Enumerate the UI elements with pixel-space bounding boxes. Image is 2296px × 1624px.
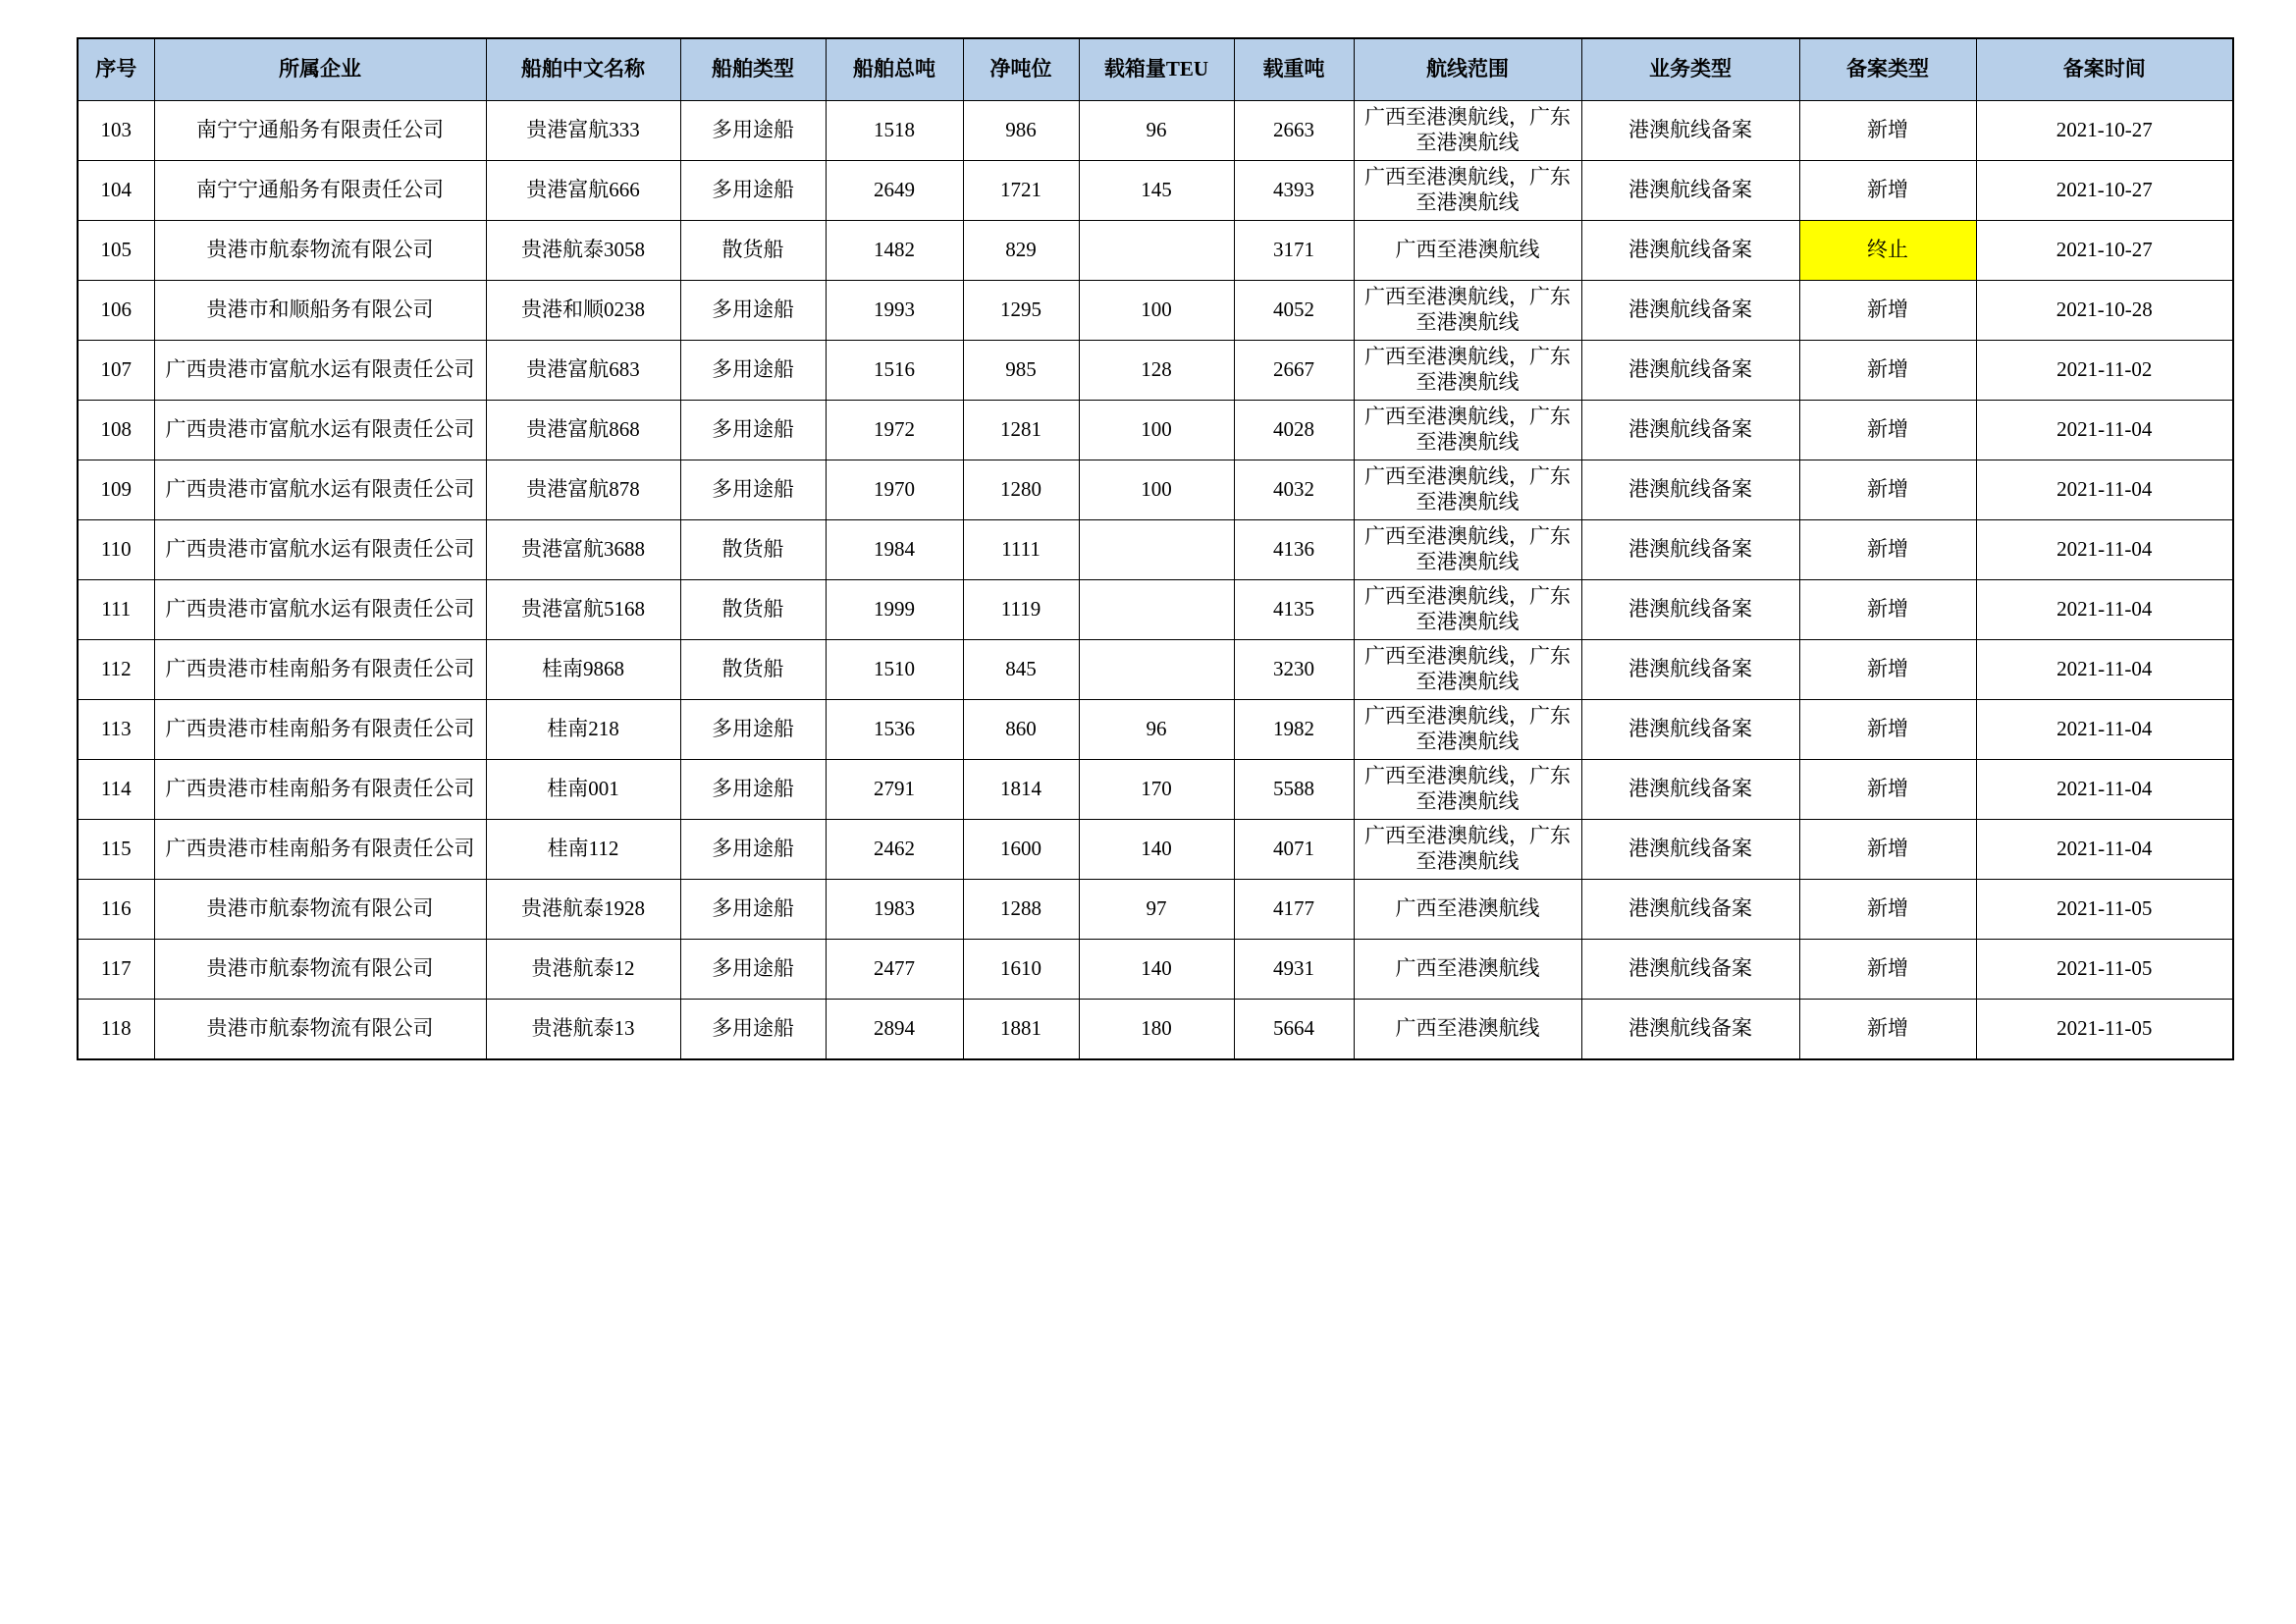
table-row — [78, 161, 2233, 221]
cell-net-tonnage: 1600 — [963, 820, 1079, 880]
cell-teu: 96 — [1079, 700, 1234, 760]
cell-gross-tonnage: 1970 — [826, 460, 963, 520]
cell-deadweight: 4177 — [1234, 880, 1354, 940]
cell-net-tonnage: 1111 — [963, 520, 1079, 580]
cell-business-type: 港澳航线备案 — [1581, 700, 1799, 760]
cell-seq: 107 — [78, 341, 154, 401]
cell-deadweight: 5588 — [1234, 760, 1354, 820]
cell-route: 广西至港澳航线，广东至港澳航线 — [1354, 341, 1581, 401]
cell-business-type: 港澳航线备案 — [1581, 1000, 1799, 1060]
cell-ship-name: 贵港航泰13 — [486, 1000, 680, 1060]
cell-company: 贵港市航泰物流有限公司 — [154, 1000, 486, 1060]
cell-deadweight: 5664 — [1234, 1000, 1354, 1060]
cell-seq: 106 — [78, 281, 154, 341]
cell-deadweight: 4052 — [1234, 281, 1354, 341]
cell-business-type: 港澳航线备案 — [1581, 221, 1799, 281]
cell-record-type: 新增 — [1799, 700, 1976, 760]
header-row — [78, 38, 2233, 101]
cell-ship-type: 多用途船 — [680, 281, 826, 341]
cell-ship-type: 多用途船 — [680, 700, 826, 760]
cell-teu — [1079, 520, 1234, 580]
cell-record-date: 2021-11-05 — [1976, 1000, 2233, 1060]
table-row — [78, 401, 2233, 460]
cell-gross-tonnage: 1984 — [826, 520, 963, 580]
cell-ship-name: 贵港航泰3058 — [486, 221, 680, 281]
table-row — [78, 221, 2233, 281]
cell-ship-type: 散货船 — [680, 580, 826, 640]
cell-route: 广西至港澳航线 — [1354, 1000, 1581, 1060]
cell-ship-name: 贵港和顺0238 — [486, 281, 680, 341]
table-row — [78, 640, 2233, 700]
column-header-gross-tonnage: 船舶总吨 — [826, 38, 963, 101]
cell-gross-tonnage: 1536 — [826, 700, 963, 760]
cell-route: 广西至港澳航线，广东至港澳航线 — [1354, 460, 1581, 520]
cell-net-tonnage: 1119 — [963, 580, 1079, 640]
cell-record-type: 新增 — [1799, 640, 1976, 700]
cell-record-type: 新增 — [1799, 880, 1976, 940]
cell-record-date: 2021-11-04 — [1976, 460, 2233, 520]
cell-net-tonnage: 986 — [963, 101, 1079, 161]
column-header-route: 航线范围 — [1354, 38, 1581, 101]
cell-record-date: 2021-10-27 — [1976, 161, 2233, 221]
cell-net-tonnage: 1814 — [963, 760, 1079, 820]
table-row — [78, 341, 2233, 401]
ship-registration-table — [77, 37, 2234, 1060]
column-header-record-date: 备案时间 — [1976, 38, 2233, 101]
cell-net-tonnage: 1721 — [963, 161, 1079, 221]
cell-ship-name: 桂南001 — [486, 760, 680, 820]
cell-seq: 104 — [78, 161, 154, 221]
cell-route: 广西至港澳航线 — [1354, 880, 1581, 940]
cell-ship-type: 多用途船 — [680, 341, 826, 401]
cell-ship-name: 贵港富航666 — [486, 161, 680, 221]
column-header-net-tonnage: 净吨位 — [963, 38, 1079, 101]
cell-teu — [1079, 221, 1234, 281]
table-body — [78, 101, 2233, 1060]
table-header — [78, 38, 2233, 101]
cell-route: 广西至港澳航线 — [1354, 221, 1581, 281]
cell-teu: 100 — [1079, 460, 1234, 520]
table-row — [78, 700, 2233, 760]
cell-business-type: 港澳航线备案 — [1581, 281, 1799, 341]
cell-seq: 110 — [78, 520, 154, 580]
cell-ship-type: 多用途船 — [680, 940, 826, 1000]
table-row — [78, 940, 2233, 1000]
cell-ship-name: 贵港航泰1928 — [486, 880, 680, 940]
cell-company: 广西贵港市富航水运有限责任公司 — [154, 520, 486, 580]
cell-ship-name: 贵港富航878 — [486, 460, 680, 520]
cell-net-tonnage: 985 — [963, 341, 1079, 401]
cell-teu: 96 — [1079, 101, 1234, 161]
cell-gross-tonnage: 1983 — [826, 880, 963, 940]
cell-company: 广西贵港市富航水运有限责任公司 — [154, 460, 486, 520]
cell-teu: 97 — [1079, 880, 1234, 940]
cell-ship-type: 多用途船 — [680, 460, 826, 520]
cell-record-type: 新增 — [1799, 760, 1976, 820]
cell-ship-type: 多用途船 — [680, 760, 826, 820]
cell-route: 广西至港澳航线，广东至港澳航线 — [1354, 101, 1581, 161]
cell-seq: 103 — [78, 101, 154, 161]
cell-record-type: 新增 — [1799, 341, 1976, 401]
cell-teu: 140 — [1079, 820, 1234, 880]
cell-record-type: 新增 — [1799, 580, 1976, 640]
cell-gross-tonnage: 1993 — [826, 281, 963, 341]
column-header-record-type: 备案类型 — [1799, 38, 1976, 101]
cell-deadweight: 4135 — [1234, 580, 1354, 640]
cell-teu: 145 — [1079, 161, 1234, 221]
cell-seq: 113 — [78, 700, 154, 760]
cell-deadweight: 3171 — [1234, 221, 1354, 281]
cell-record-date: 2021-11-04 — [1976, 401, 2233, 460]
cell-seq: 105 — [78, 221, 154, 281]
cell-company: 贵港市航泰物流有限公司 — [154, 221, 486, 281]
cell-company: 南宁宁通船务有限责任公司 — [154, 101, 486, 161]
cell-gross-tonnage: 1518 — [826, 101, 963, 161]
cell-seq: 109 — [78, 460, 154, 520]
cell-teu: 100 — [1079, 401, 1234, 460]
cell-ship-name: 贵港富航3688 — [486, 520, 680, 580]
table-row — [78, 820, 2233, 880]
cell-teu: 140 — [1079, 940, 1234, 1000]
cell-ship-name: 贵港富航868 — [486, 401, 680, 460]
cell-company: 贵港市和顺船务有限公司 — [154, 281, 486, 341]
cell-business-type: 港澳航线备案 — [1581, 161, 1799, 221]
cell-record-date: 2021-11-04 — [1976, 700, 2233, 760]
cell-seq: 117 — [78, 940, 154, 1000]
cell-deadweight: 1982 — [1234, 700, 1354, 760]
cell-route: 广西至港澳航线，广东至港澳航线 — [1354, 281, 1581, 341]
cell-net-tonnage: 1610 — [963, 940, 1079, 1000]
cell-seq: 111 — [78, 580, 154, 640]
cell-route: 广西至港澳航线，广东至港澳航线 — [1354, 580, 1581, 640]
cell-gross-tonnage: 1972 — [826, 401, 963, 460]
cell-company: 广西贵港市富航水运有限责任公司 — [154, 401, 486, 460]
cell-teu — [1079, 640, 1234, 700]
column-header-business-type: 业务类型 — [1581, 38, 1799, 101]
cell-route: 广西至港澳航线，广东至港澳航线 — [1354, 161, 1581, 221]
cell-gross-tonnage: 1999 — [826, 580, 963, 640]
cell-record-date: 2021-11-04 — [1976, 820, 2233, 880]
cell-ship-type: 多用途船 — [680, 161, 826, 221]
cell-gross-tonnage: 1482 — [826, 221, 963, 281]
cell-business-type: 港澳航线备案 — [1581, 640, 1799, 700]
cell-gross-tonnage: 2894 — [826, 1000, 963, 1060]
cell-teu: 100 — [1079, 281, 1234, 341]
cell-ship-name: 贵港富航333 — [486, 101, 680, 161]
cell-company: 贵港市航泰物流有限公司 — [154, 940, 486, 1000]
column-header-seq: 序号 — [78, 38, 154, 101]
cell-route: 广西至港澳航线，广东至港澳航线 — [1354, 760, 1581, 820]
table-row — [78, 281, 2233, 341]
cell-gross-tonnage: 2477 — [826, 940, 963, 1000]
cell-record-date: 2021-10-27 — [1976, 221, 2233, 281]
cell-seq: 114 — [78, 760, 154, 820]
column-header-company: 所属企业 — [154, 38, 486, 101]
cell-company: 广西贵港市桂南船务有限责任公司 — [154, 820, 486, 880]
cell-ship-type: 散货船 — [680, 640, 826, 700]
cell-route: 广西至港澳航线，广东至港澳航线 — [1354, 520, 1581, 580]
cell-record-date: 2021-11-04 — [1976, 520, 2233, 580]
cell-deadweight: 4136 — [1234, 520, 1354, 580]
cell-deadweight: 4028 — [1234, 401, 1354, 460]
cell-route: 广西至港澳航线，广东至港澳航线 — [1354, 700, 1581, 760]
cell-net-tonnage: 845 — [963, 640, 1079, 700]
cell-record-type: 新增 — [1799, 460, 1976, 520]
cell-company: 广西贵港市桂南船务有限责任公司 — [154, 760, 486, 820]
cell-teu — [1079, 580, 1234, 640]
cell-gross-tonnage: 2462 — [826, 820, 963, 880]
cell-record-date: 2021-11-02 — [1976, 341, 2233, 401]
cell-net-tonnage: 1288 — [963, 880, 1079, 940]
cell-business-type: 港澳航线备案 — [1581, 760, 1799, 820]
cell-deadweight: 2667 — [1234, 341, 1354, 401]
column-header-ship-type: 船舶类型 — [680, 38, 826, 101]
cell-record-type: 新增 — [1799, 520, 1976, 580]
cell-deadweight: 2663 — [1234, 101, 1354, 161]
cell-company: 广西贵港市富航水运有限责任公司 — [154, 580, 486, 640]
table-row — [78, 460, 2233, 520]
cell-route: 广西至港澳航线，广东至港澳航线 — [1354, 401, 1581, 460]
column-header-deadweight: 载重吨 — [1234, 38, 1354, 101]
cell-record-type: 新增 — [1799, 940, 1976, 1000]
cell-business-type: 港澳航线备案 — [1581, 341, 1799, 401]
cell-record-type: 新增 — [1799, 281, 1976, 341]
cell-ship-name: 贵港富航683 — [486, 341, 680, 401]
cell-ship-type: 多用途船 — [680, 101, 826, 161]
column-header-ship-name: 船舶中文名称 — [486, 38, 680, 101]
cell-teu: 180 — [1079, 1000, 1234, 1060]
table-row — [78, 1000, 2233, 1060]
cell-business-type: 港澳航线备案 — [1581, 101, 1799, 161]
cell-net-tonnage: 1295 — [963, 281, 1079, 341]
cell-seq: 118 — [78, 1000, 154, 1060]
cell-ship-name: 桂南218 — [486, 700, 680, 760]
cell-net-tonnage: 1881 — [963, 1000, 1079, 1060]
cell-gross-tonnage: 1510 — [826, 640, 963, 700]
cell-ship-name: 桂南112 — [486, 820, 680, 880]
cell-record-date: 2021-11-05 — [1976, 880, 2233, 940]
cell-company: 贵港市航泰物流有限公司 — [154, 880, 486, 940]
cell-business-type: 港澳航线备案 — [1581, 460, 1799, 520]
cell-company: 广西贵港市富航水运有限责任公司 — [154, 341, 486, 401]
cell-deadweight: 4071 — [1234, 820, 1354, 880]
cell-business-type: 港澳航线备案 — [1581, 401, 1799, 460]
cell-deadweight: 4393 — [1234, 161, 1354, 221]
cell-record-date: 2021-10-27 — [1976, 101, 2233, 161]
cell-record-type: 新增 — [1799, 820, 1976, 880]
document-sheet — [77, 37, 2232, 1060]
cell-business-type: 港澳航线备案 — [1581, 940, 1799, 1000]
cell-deadweight: 4931 — [1234, 940, 1354, 1000]
column-header-teu: 载箱量TEU — [1079, 38, 1234, 101]
cell-company: 广西贵港市桂南船务有限责任公司 — [154, 640, 486, 700]
cell-company: 南宁宁通船务有限责任公司 — [154, 161, 486, 221]
cell-route: 广西至港澳航线 — [1354, 940, 1581, 1000]
cell-business-type: 港澳航线备案 — [1581, 520, 1799, 580]
cell-record-type: 新增 — [1799, 161, 1976, 221]
cell-ship-name: 贵港航泰12 — [486, 940, 680, 1000]
cell-ship-name: 贵港富航5168 — [486, 580, 680, 640]
cell-route: 广西至港澳航线，广东至港澳航线 — [1354, 820, 1581, 880]
cell-ship-type: 多用途船 — [680, 880, 826, 940]
cell-seq: 112 — [78, 640, 154, 700]
cell-ship-type: 多用途船 — [680, 401, 826, 460]
cell-record-date: 2021-11-04 — [1976, 640, 2233, 700]
cell-record-date: 2021-11-05 — [1976, 940, 2233, 1000]
cell-record-type: 新增 — [1799, 401, 1976, 460]
cell-gross-tonnage: 2649 — [826, 161, 963, 221]
cell-record-date: 2021-11-04 — [1976, 760, 2233, 820]
cell-gross-tonnage: 1516 — [826, 341, 963, 401]
table-row — [78, 101, 2233, 161]
cell-ship-name: 桂南9868 — [486, 640, 680, 700]
cell-business-type: 港澳航线备案 — [1581, 880, 1799, 940]
table-row — [78, 580, 2233, 640]
cell-seq: 108 — [78, 401, 154, 460]
cell-net-tonnage: 1280 — [963, 460, 1079, 520]
cell-company: 广西贵港市桂南船务有限责任公司 — [154, 700, 486, 760]
table-row — [78, 520, 2233, 580]
cell-record-type: 新增 — [1799, 1000, 1976, 1060]
cell-route: 广西至港澳航线，广东至港澳航线 — [1354, 640, 1581, 700]
cell-net-tonnage: 829 — [963, 221, 1079, 281]
cell-gross-tonnage: 2791 — [826, 760, 963, 820]
cell-record-type: 新增 — [1799, 101, 1976, 161]
cell-net-tonnage: 860 — [963, 700, 1079, 760]
cell-record-type: 终止 — [1799, 221, 1976, 281]
cell-ship-type: 多用途船 — [680, 1000, 826, 1060]
cell-ship-type: 散货船 — [680, 520, 826, 580]
cell-ship-type: 多用途船 — [680, 820, 826, 880]
cell-deadweight: 3230 — [1234, 640, 1354, 700]
cell-ship-type: 散货船 — [680, 221, 826, 281]
cell-teu: 170 — [1079, 760, 1234, 820]
cell-seq: 116 — [78, 880, 154, 940]
cell-business-type: 港澳航线备案 — [1581, 820, 1799, 880]
cell-seq: 115 — [78, 820, 154, 880]
cell-record-date: 2021-11-04 — [1976, 580, 2233, 640]
cell-deadweight: 4032 — [1234, 460, 1354, 520]
cell-record-date: 2021-10-28 — [1976, 281, 2233, 341]
table-row — [78, 760, 2233, 820]
cell-business-type: 港澳航线备案 — [1581, 580, 1799, 640]
cell-net-tonnage: 1281 — [963, 401, 1079, 460]
cell-teu: 128 — [1079, 341, 1234, 401]
table-row — [78, 880, 2233, 940]
